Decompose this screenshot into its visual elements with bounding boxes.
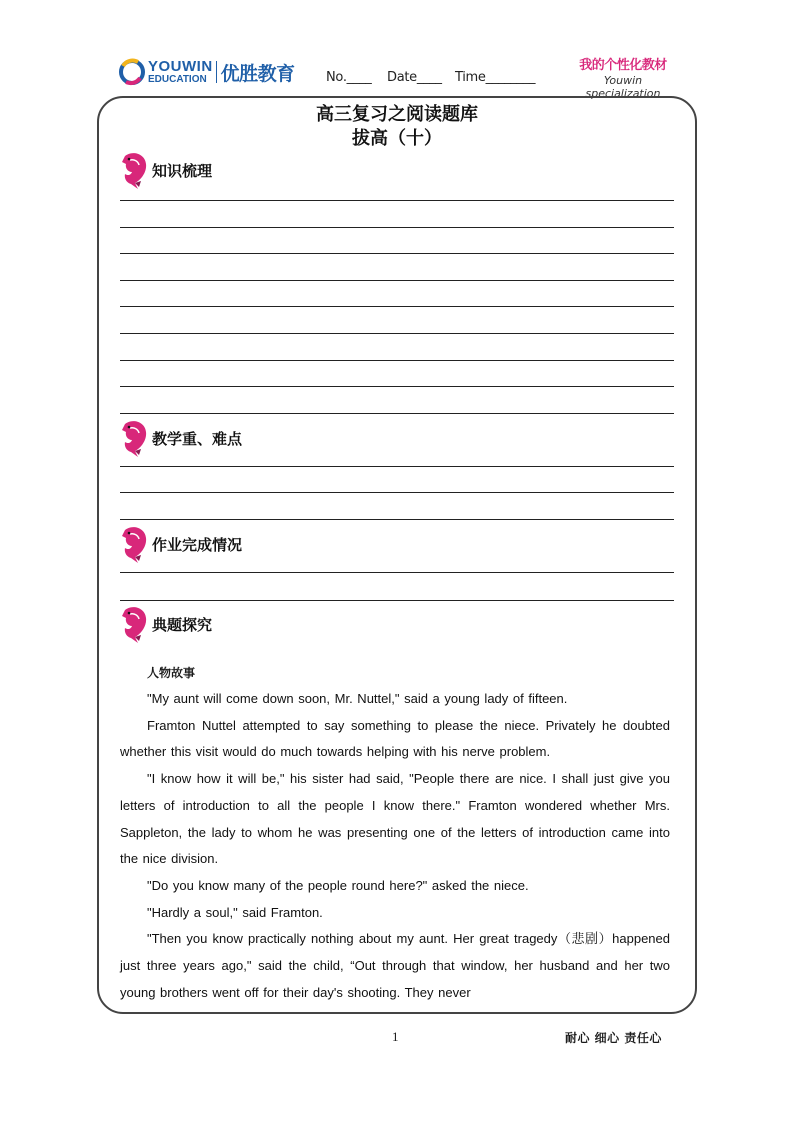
dolphin-icon: [119, 418, 149, 458]
dolphin-icon: [119, 604, 149, 644]
logo-chinese: 优胜教育: [220, 62, 295, 85]
slogan: [568, 58, 678, 100]
logo-divider: [216, 61, 217, 83]
number-field: No.____: [326, 70, 372, 85]
writing-line: [120, 333, 674, 334]
section-examples: [119, 604, 212, 644]
passage-paragraph: "Do you know many of the people round here?" asked the niece.: [147, 877, 529, 893]
section-focus: [119, 418, 242, 458]
time-field: Time________: [455, 70, 536, 85]
slogan-chinese: 我的个性化教材: [579, 58, 667, 73]
writing-line: [120, 306, 674, 307]
passage-paragraph: "Hardly a soul," said Framton.: [147, 904, 323, 920]
document-subtitle: 拔高（十）: [352, 128, 442, 149]
page-number: 1: [392, 1029, 399, 1044]
logo-en-education: EDUCATION: [148, 74, 207, 85]
writing-line: [120, 386, 674, 387]
writing-line: [120, 572, 674, 573]
section-label-homework: 作业完成情况: [152, 535, 243, 554]
reading-passage: [120, 660, 670, 1006]
youwin-logo: [118, 58, 295, 86]
page-header: [0, 0, 794, 100]
footer-motto: 耐心 细心 责任心: [565, 1031, 662, 1045]
writing-line: [120, 280, 674, 281]
section-label-knowledge: 知识梳理: [152, 161, 213, 180]
section-knowledge: [119, 150, 212, 190]
writing-line: [120, 519, 674, 520]
writing-line: [120, 200, 674, 201]
slogan-english: Youwin specialization: [585, 73, 661, 100]
passage-paragraph: "My aunt will come down soon, Mr. Nuttel," said a young lady of fifteen.: [147, 691, 568, 706]
passage-type: 人物故事: [147, 666, 196, 680]
writing-line: [120, 227, 674, 228]
section-homework: [119, 524, 242, 564]
writing-line: [120, 253, 674, 254]
dolphin-icon: [119, 524, 149, 564]
writing-line: [120, 360, 674, 361]
writing-line: [120, 466, 674, 467]
writing-line: [120, 600, 674, 601]
writing-line: [120, 413, 674, 414]
writing-line: [120, 492, 674, 493]
document-title: 高三复习之阅读题库: [316, 104, 478, 125]
passage-paragraph: "I know how it will be," his sister had said, "People there are nice. I shall just give you letters of introduction to all the people I know there." Framton wondered whether Mrs. Sappleton, the lady to whom he was presenting one of the letters of introduction came into the nice division.: [120, 771, 670, 867]
section-label-focus: 教学重、难点: [152, 429, 243, 448]
date-field: Date____: [387, 70, 442, 85]
passage-paragraph: Framton Nuttel attempted to say something to please the niece. Privately he doubted whether this visit would do much towards helping with his nerve problem.: [120, 717, 670, 760]
logo-english: [148, 59, 213, 85]
section-label-examples: 典题探究: [152, 615, 213, 634]
youwin-logo-icon: [118, 58, 146, 86]
logo-en-youwin: YOUWIN: [148, 58, 213, 75]
dolphin-icon: [119, 150, 149, 190]
passage-paragraph: "Then you know practically nothing about my aunt. Her great tragedy（悲剧）happened just three years ago," said the child, “Out through that window, her husband and her two young brothers went off for their day's shooting. They never: [120, 931, 670, 1000]
